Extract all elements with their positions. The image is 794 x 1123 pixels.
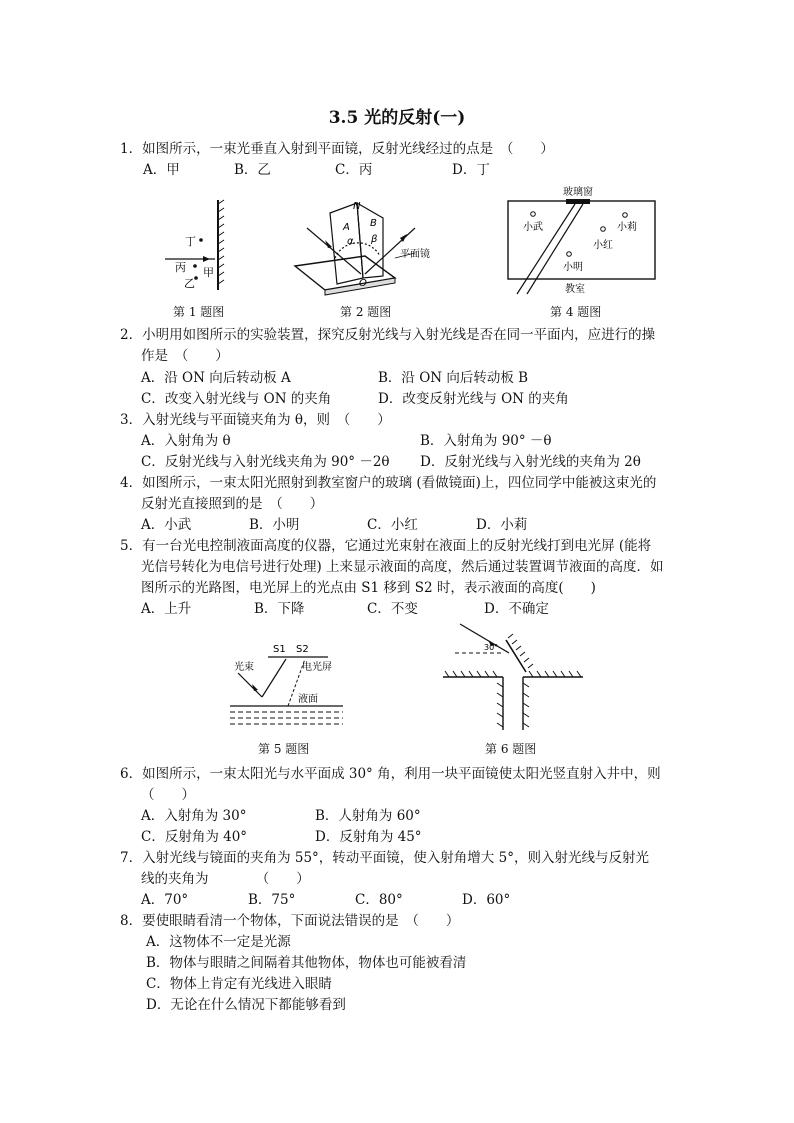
- fig1-caption: 第 1 题图: [173, 305, 225, 319]
- fig4-label-xiaohong: 小红: [593, 240, 613, 251]
- fig6-caption: 第 6 题图: [485, 742, 537, 756]
- q6-option-d: D．反射角为 45°: [315, 829, 422, 845]
- fig6-label-angle: 30°: [484, 643, 499, 652]
- q5-stem-line-2: 光信号转化为电信号进行处理) 上来显示液面的高度，然后通过装置调节液面的高度．如: [141, 559, 664, 575]
- figure-1: [165, 200, 235, 300]
- q8-option-d: D．无论在什么情况下都能够看到: [146, 997, 346, 1013]
- q2-option-b: B．沿 ON 向后转动板 B: [378, 370, 529, 386]
- fig1-label-yi: 乙: [184, 277, 195, 290]
- q1-option-d: D．丁: [452, 162, 490, 178]
- fig2-caption: 第 2 题图: [340, 305, 392, 319]
- q7-option-c: C．80°: [355, 892, 403, 908]
- fig4-caption: 第 4 题图: [550, 305, 602, 319]
- figure-5: [228, 640, 346, 735]
- q2-stem-line-1: 2．小明用如图所示的实验装置，探究反射光线与入射光线是否在同一平面内，应进行的操: [120, 327, 656, 343]
- fig1-label-jia: 甲: [203, 266, 214, 279]
- fig4-label-xiaoli: 小莉: [617, 222, 637, 233]
- q1-option-a: A．甲: [143, 162, 180, 178]
- q7-stem-line-2: 线的夹角为 （ ）: [141, 871, 310, 887]
- fig2-label-n: N: [353, 201, 361, 212]
- q5-stem-line-3: 图所示的光路图，电光屏上的光点由 S1 移到 S2 时，表示液面的高度( ): [141, 580, 596, 596]
- fig2-label-b: B: [370, 218, 377, 229]
- q3-option-c: C．反射光线与入射光线夹角为 90° －2θ: [141, 454, 390, 470]
- q1-option-b: B．乙: [234, 162, 271, 178]
- fig2-label-alpha: α: [347, 236, 354, 247]
- q7-option-b: B．75°: [248, 892, 296, 908]
- q4-stem-line-2: 反射光直接照到的是 （ ）: [141, 496, 324, 512]
- q5-option-c: C．不变: [367, 601, 418, 617]
- q5-option-a: A．上升: [141, 601, 192, 617]
- fig5-label-screen: 电光屏: [302, 662, 332, 673]
- q8-stem: 8．要使眼睛看清一个物体，下面说法错误的是 （ ）: [120, 913, 460, 929]
- q6-option-b: B．人射角为 60°: [315, 808, 421, 824]
- fig4-label-window: 玻璃窗: [563, 187, 593, 198]
- figure-2: [295, 198, 445, 298]
- q7-stem-line-1: 7．入射光线与镜面的夹角为 55°，转动平面镜，使入射角增大 5°，则入射光线与反射光: [120, 850, 649, 866]
- q3-option-a: A．入射角为 θ: [141, 433, 231, 449]
- figure-4: [505, 184, 660, 299]
- page-title: 3.5 光的反射(一): [328, 108, 466, 128]
- q5-stem-line-1: 5．有一台光电控制液面高度的仪器，它通过光束射在液面上的反射光线打到电光屏 (能将: [120, 538, 652, 554]
- q7-option-d: D．60°: [462, 892, 511, 908]
- q2-option-a: A．沿 ON 向后转动板 A: [141, 370, 291, 386]
- q2-option-d: D．改变反射光线与 ON 的夹角: [378, 391, 569, 407]
- q3-option-b: B．入射角为 90° －θ: [420, 433, 552, 449]
- q8-option-b: B．物体与眼睛之间隔着其他物体，物体也可能被看清: [146, 955, 467, 971]
- q1-option-c: C．丙: [335, 162, 373, 178]
- q7-option-a: A．70°: [141, 892, 189, 908]
- fig5-label-s2: S2: [296, 644, 309, 655]
- fig1-label-ding: 丁: [185, 235, 196, 248]
- q8-option-a: A．这物体不一定是光源: [146, 934, 291, 950]
- q3-option-d: D．反射光线与入射光线的夹角为 2θ: [420, 454, 641, 470]
- q4-stem-line-1: 4．如图所示，一束太阳光照射到教室窗户的玻璃 (看做镜面)上，四位同学中能被这束光的: [120, 475, 657, 491]
- fig2-label-beta: β: [371, 234, 378, 245]
- q5-option-b: B．下降: [254, 601, 305, 617]
- fig5-caption: 第 5 题图: [258, 742, 310, 756]
- q4-option-d: D．小莉: [476, 517, 528, 533]
- q6-stem-line-1: 6．如图所示，一束太阳光与水平面成 30° 角，利用一块平面镜使太阳光竖直射入井中，则: [120, 766, 661, 782]
- q8-option-c: C．物体上肯定有光线进入眼睛: [146, 976, 332, 992]
- q5-option-d: D．不确定: [484, 601, 549, 617]
- fig2-label-mirror: 平面镜: [400, 249, 430, 260]
- q6-stem-line-2: （ ）: [141, 787, 195, 803]
- fig4-label-xiaowu: 小武: [523, 222, 543, 233]
- fig4-label-classroom: 教室: [565, 284, 585, 295]
- q1-stem: 1．如图所示，一束光垂直入射到平面镜，反射光线经过的点是 （ ）: [120, 141, 554, 157]
- fig4-label-xiaoming: 小明: [563, 262, 583, 273]
- q6-option-c: C．反射角为 40°: [141, 829, 248, 845]
- figure-6: [440, 620, 590, 738]
- fig5-label-s1: S1: [273, 644, 286, 655]
- q4-option-b: B．小明: [249, 517, 300, 533]
- fig1-label-bing: 丙: [175, 261, 186, 274]
- fig5-label-beam: 光束: [234, 662, 254, 673]
- fig2-label-a: A: [343, 222, 350, 233]
- q4-option-c: C．小红: [367, 517, 418, 533]
- q2-stem-line-2: 作是 （ ）: [141, 348, 229, 364]
- q4-option-a: A．小武: [141, 517, 192, 533]
- q3-stem: 3．入射光线与平面镜夹角为 θ，则 （ ）: [120, 412, 391, 428]
- q6-option-a: A．入射角为 30°: [141, 808, 247, 824]
- q2-option-c: C．改变入射光线与 ON 的夹角: [141, 391, 332, 407]
- fig5-label-liquid: 液面: [298, 694, 318, 705]
- fig2-label-o: O: [359, 278, 367, 289]
